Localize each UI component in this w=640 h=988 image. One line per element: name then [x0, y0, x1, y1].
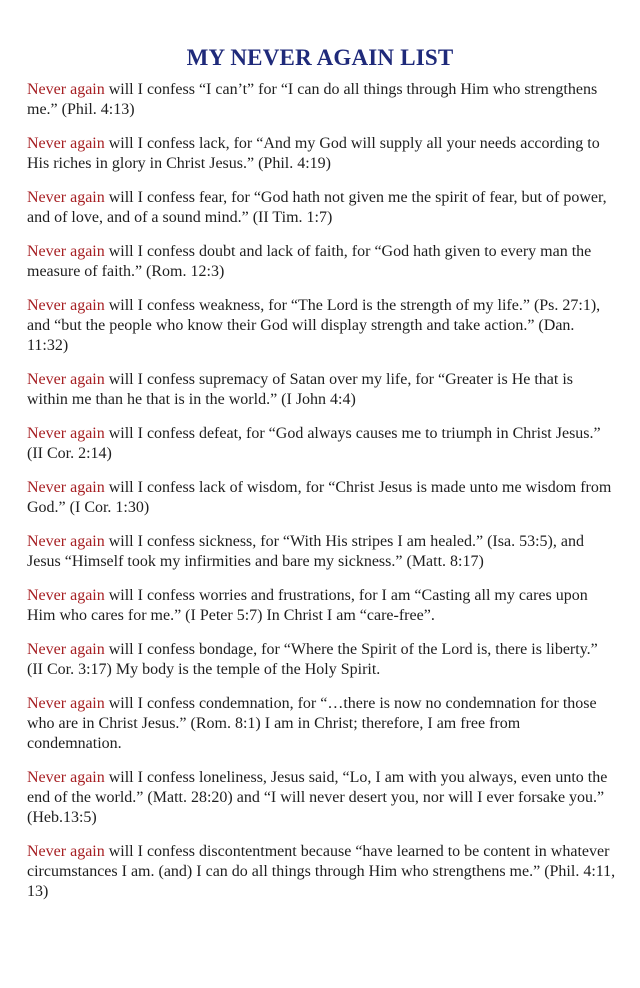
list-item [27, 842, 617, 902]
entry-text: will I confess sickness, for “With His stripes I am healed.” (Isa. 53:5), and Jesus “Himself took my infirmities and bare my sickness.” (Matt. 8:17) [27, 533, 584, 570]
list-item [27, 478, 617, 518]
entry-lead: Never again [27, 769, 105, 786]
list-item [27, 188, 617, 228]
list-item [27, 242, 617, 282]
entry-lead: Never again [27, 587, 105, 604]
entry-lead: Never again [27, 533, 105, 550]
entry-text: will I confess discontentment because “have learned to be content in whatever circumstances I am. (and) I can do all things through Him who strengthens me.” (Phil. 4:11, 13) [27, 843, 616, 900]
entry-lead: Never again [27, 641, 105, 658]
entry-lead: Never again [27, 243, 105, 260]
never-again-list [27, 80, 617, 916]
entry-text: will I confess fear, for “God hath not given me the spirit of fear, but of power, and of love, and of a sound mind.” (II Tim. 1:7) [27, 189, 607, 226]
list-item [27, 768, 617, 828]
entry-lead: Never again [27, 371, 105, 388]
entry-lead: Never again [27, 479, 105, 496]
list-item [27, 424, 617, 464]
list-item [27, 370, 617, 410]
list-item [27, 532, 617, 572]
entry-lead: Never again [27, 135, 105, 152]
entry-lead: Never again [27, 695, 105, 712]
entry-lead: Never again [27, 297, 105, 314]
entry-text: will I confess lack, for “And my God will supply all your needs according to His riches in glory in Christ Jesus.” (Phil. 4:19) [27, 135, 600, 172]
list-item [27, 586, 617, 626]
list-item [27, 134, 617, 174]
entry-text: will I confess bondage, for “Where the Spirit of the Lord is, there is liberty.” (II Cor. 3:17) My body is the temple of the Holy Spirit. [27, 641, 598, 678]
entry-text: will I confess doubt and lack of faith, for “God hath given to every man the measure of faith.” (Rom. 12:3) [27, 243, 592, 280]
entry-text: will I confess loneliness, Jesus said, “Lo, I am with you always, even unto the end of the world.” (Matt. 28:20) and “I will never desert you, nor will I ever forsake you.” (Heb.13:5) [27, 769, 608, 826]
entry-text: will I confess condemnation, for “…there is now no condemnation for those who are in Christ Jesus.” (Rom. 8:1) I am in Christ; therefore, I am free from condemnation. [27, 695, 597, 752]
entry-text: will I confess worries and frustrations, for I am “Casting all my cares upon Him who cares for me.” (I Peter 5:7) In Christ I am “care-free”. [27, 587, 588, 624]
entry-text: will I confess defeat, for “God always causes me to triumph in Christ Jesus.” (II Cor. 2:14) [27, 425, 601, 462]
entry-lead: Never again [27, 843, 105, 860]
list-item [27, 80, 617, 120]
entry-text: will I confess weakness, for “The Lord is the strength of my life.” (Ps. 27:1), and “but the people who know their God will display strength and take action.” (Dan. 11:32) [27, 297, 601, 354]
entry-text: will I confess lack of wisdom, for “Christ Jesus is made unto me wisdom from God.” (I Cor. 1:30) [27, 479, 612, 516]
list-item [27, 296, 617, 356]
entry-text: will I confess supremacy of Satan over my life, for “Greater is He that is within me than he that is in the world.” (I John 4:4) [27, 371, 574, 408]
page-title: MY NEVER AGAIN LIST [186, 45, 454, 71]
list-item [27, 694, 617, 754]
entry-text: will I confess “I can’t” for “I can do all things through Him who strengthens me.” (Phil. 4:13) [27, 81, 598, 118]
entry-lead: Never again [27, 425, 105, 442]
list-item [27, 640, 617, 680]
entry-lead: Never again [27, 189, 105, 206]
entry-lead: Never again [27, 81, 105, 98]
